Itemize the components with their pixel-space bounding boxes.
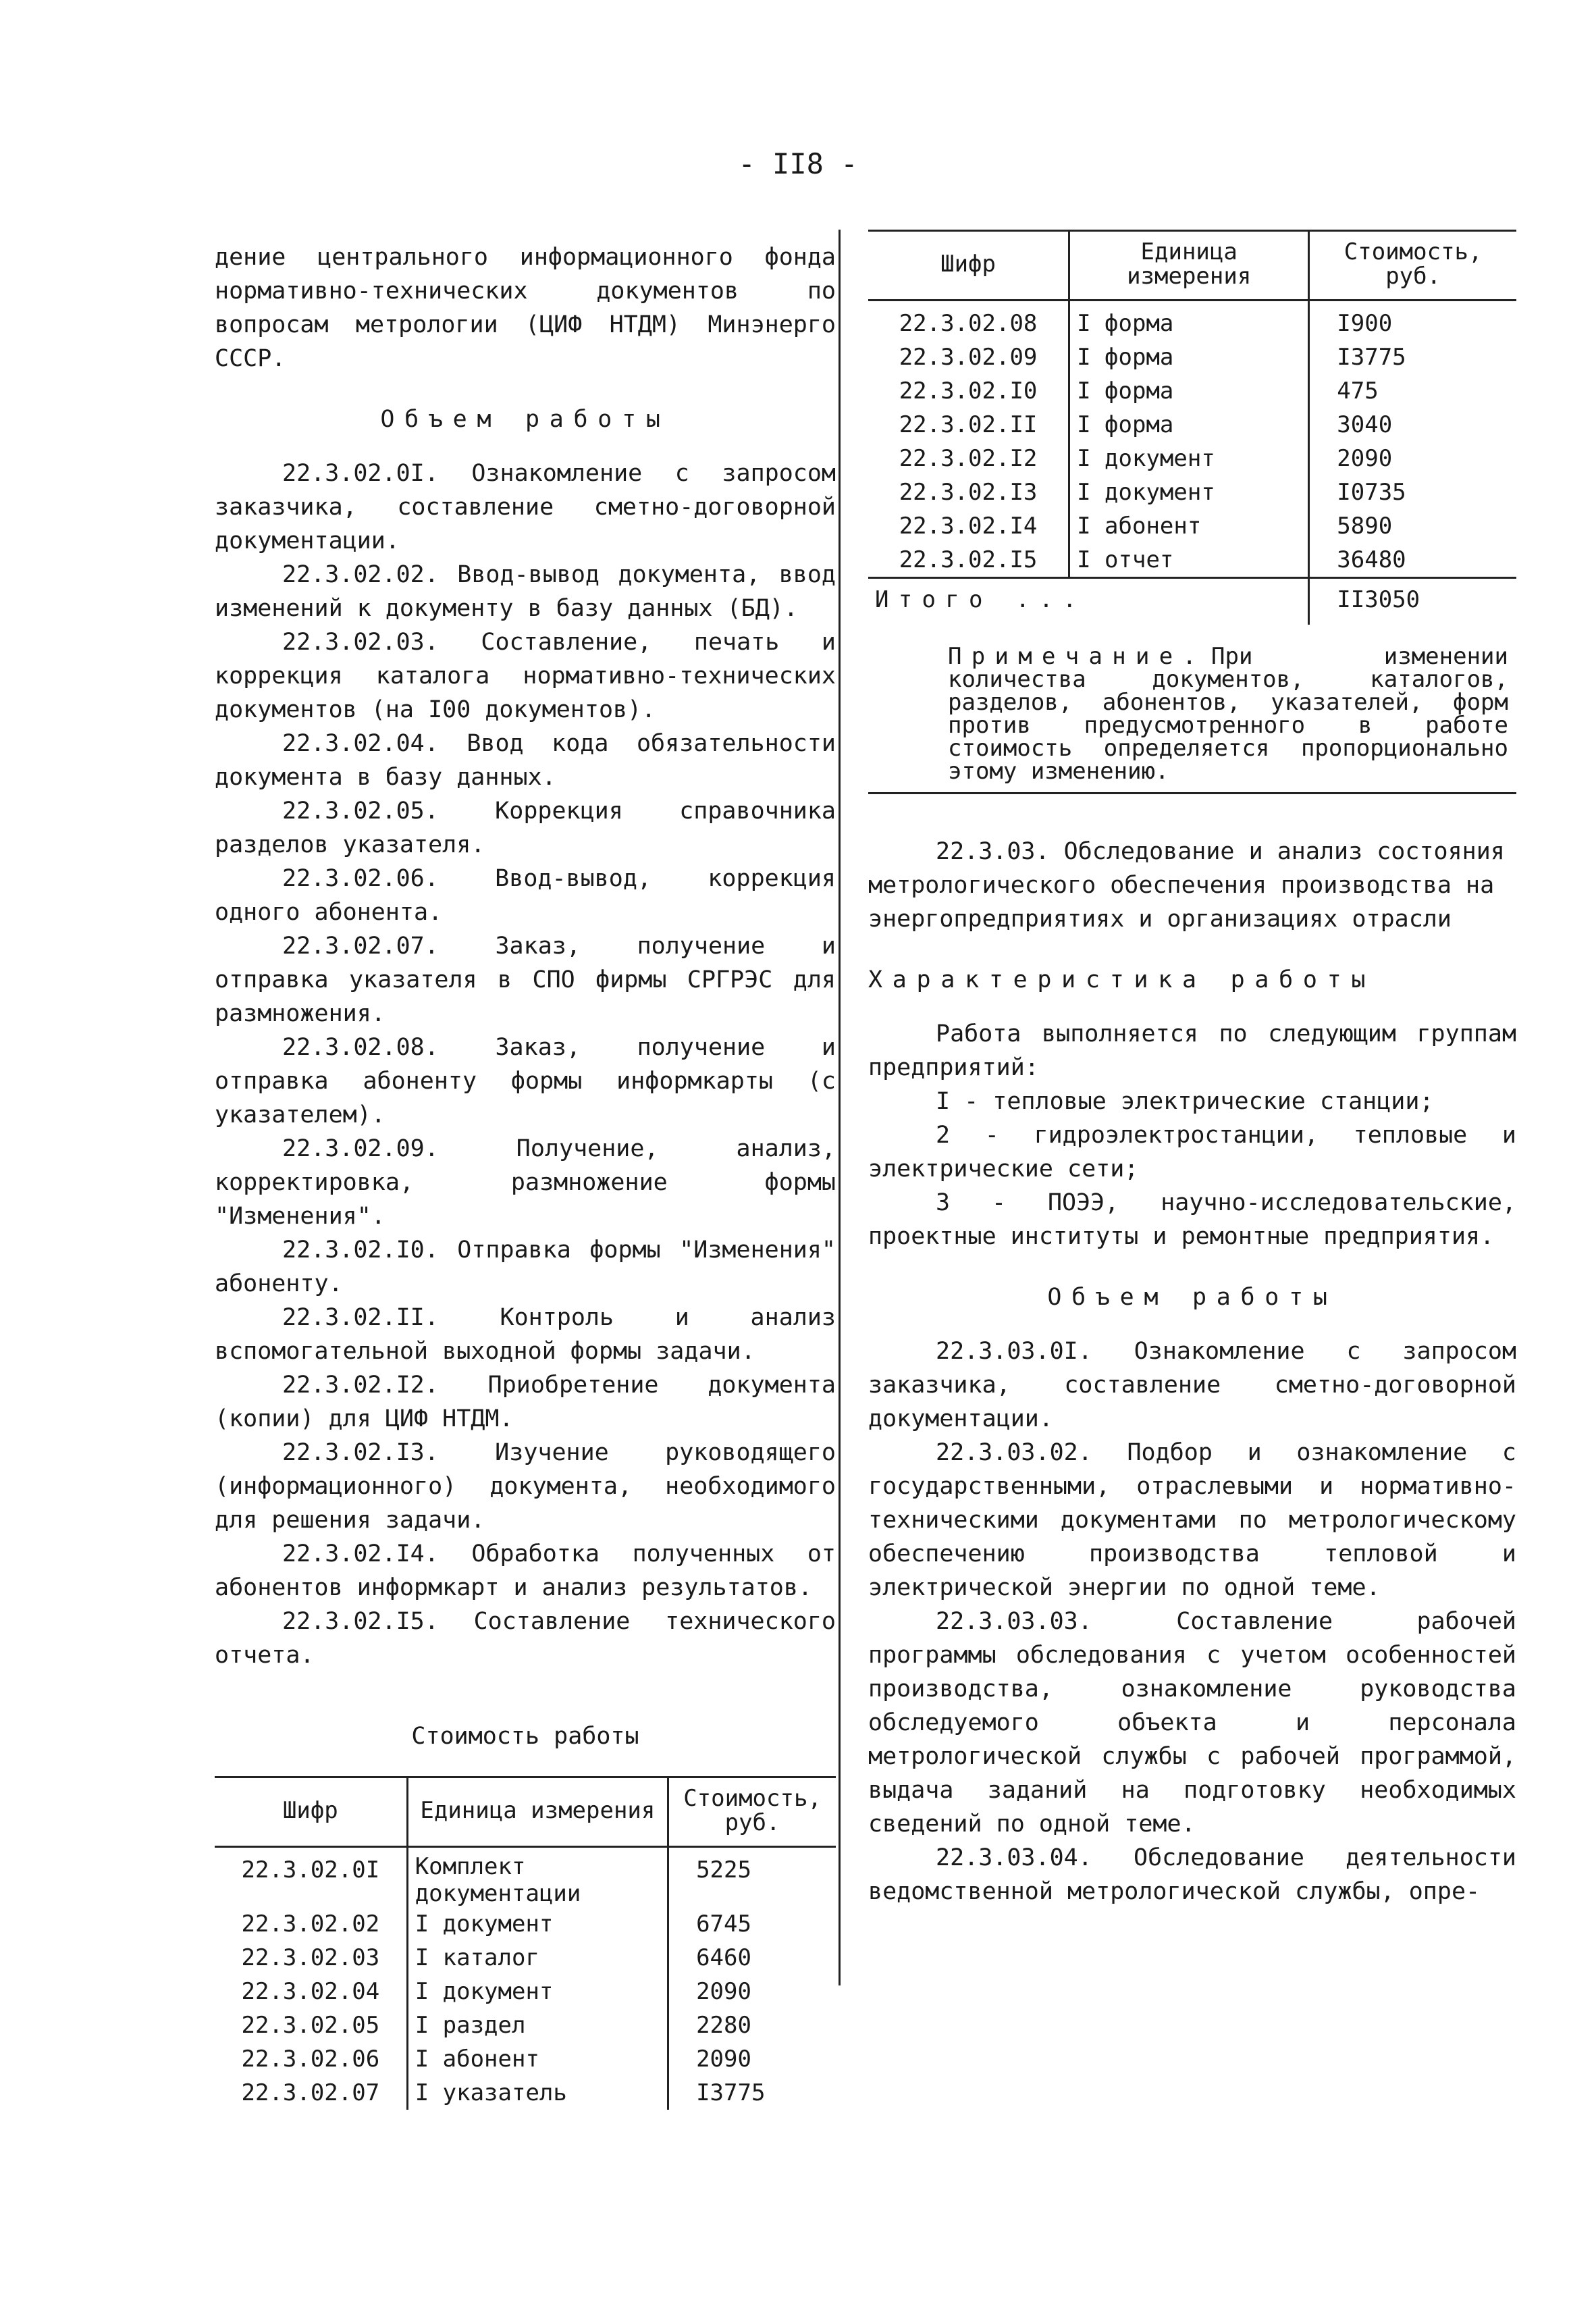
- row-code: 22.3.02.I5: [899, 546, 1038, 573]
- row-unit: I форма: [1069, 374, 1309, 408]
- column-divider: [839, 230, 841, 1985]
- row-code: 22.3.02.03: [241, 1944, 380, 1971]
- work-item: 22.3.02.06. Ввод-вывод, коррекция одного абонента.: [215, 865, 836, 926]
- work-item: 22.3.02.I3. Изучение руководящего (информационного) документа, необходимого для решения задачи.: [215, 1439, 836, 1534]
- row-cost: 2090: [668, 1975, 836, 2008]
- row-code: 22.3.02.I4: [899, 513, 1038, 540]
- row-unit: I отчет: [1069, 543, 1309, 578]
- table-row: [868, 374, 1516, 408]
- row-unit: I документ: [407, 1975, 668, 2008]
- row-code: 22.3.02.I0: [899, 378, 1038, 405]
- row-cost: I0735: [1309, 475, 1516, 509]
- work-item: 22.3.03.02. Подбор и ознакомление с государственными, отраслевыми и нормативно-техническими документами по метрологическому обеспечению производства тепловой и электрической энергии по одной теме.: [868, 1439, 1516, 1601]
- table-row: [868, 301, 1516, 341]
- characteristic-intro: Работа выполняется по следующим группам предприятий:: [868, 1020, 1516, 1081]
- row-unit: I указатель: [407, 2076, 668, 2110]
- work-item: 22.3.02.II. Контроль и анализ вспомогательной выходной формы задачи.: [215, 1304, 836, 1365]
- header-unit: Единица измерения: [1069, 231, 1309, 301]
- row-unit: I форма: [1069, 340, 1309, 374]
- page-number: - II8 -: [738, 147, 858, 180]
- row-unit: I форма: [1069, 408, 1309, 442]
- section-title: 22.3.03. Обследование и анализ состояния метрологического обеспечения производства на энергопредприятиях и организациях отрасли: [868, 838, 1505, 933]
- work-item: 22.3.02.04. Ввод кода обязательности документа в базу данных.: [215, 730, 836, 791]
- table-row: [215, 1941, 836, 1975]
- note-text: При изменении количества документов, каталогов, разделов, абонентов, указателей, форм против предусмотренного в работе стоимость определяется пропорционально этому изменению.: [948, 643, 1508, 785]
- row-code: 22.3.02.05: [241, 2012, 380, 2039]
- table-header-row: [215, 1777, 836, 1847]
- row-code: 22.3.02.02: [241, 1911, 380, 1938]
- row-code: 22.3.02.II: [899, 411, 1038, 438]
- row-unit: Комплект документации: [407, 1847, 668, 1908]
- row-cost: I3775: [668, 2076, 836, 2110]
- work-item: 22.3.02.02. Ввод-вывод документа, ввод изменений к документу в базу данных (БД).: [215, 561, 836, 622]
- group-item: 2 - гидроэлектростанции, тепловые и электрические сети;: [868, 1122, 1516, 1183]
- row-cost: 475: [1309, 374, 1516, 408]
- row-cost: 2090: [668, 2042, 836, 2076]
- group-item: I - тепловые электрические станции;: [936, 1088, 1434, 1115]
- row-cost: 36480: [1309, 543, 1516, 578]
- cost-table: [215, 1776, 836, 2110]
- table-row: [868, 442, 1516, 475]
- work-item: 22.3.02.I2. Приобретение документа (копии) для ЦИФ НТДМ.: [215, 1372, 836, 1432]
- work-item: 22.3.03.0I. Ознакомление с запросом заказчика, составление сметно-договорной документации.: [868, 1338, 1516, 1432]
- header-cost: Стоимость, руб.: [668, 1777, 836, 1847]
- characteristic-heading: Характеристика работы: [868, 966, 1376, 993]
- header-cost: Стоимость, руб.: [1309, 231, 1516, 301]
- cost-table-title: Стоимость работы: [411, 1723, 639, 1750]
- table-row: [868, 475, 1516, 509]
- table-row: [868, 408, 1516, 442]
- row-code: 22.3.02.09: [899, 344, 1038, 371]
- work-items-list: [215, 457, 836, 1672]
- row-unit: I абонент: [407, 2042, 668, 2076]
- table-row: [215, 1907, 836, 1941]
- table-row: [215, 2008, 836, 2042]
- work-item: 22.3.03.03. Составление рабочей программы обследования с учетом особенностей производства, ознакомление руководства обследуемого объекта и персонала метрологической службы с рабочей программой, выдача заданий на подготовку необходимых сведений по одной теме.: [868, 1608, 1516, 1838]
- work-item: 22.3.02.05. Коррекция справочника разделов указателя.: [215, 798, 836, 858]
- row-cost: 6460: [668, 1941, 836, 1975]
- row-unit: I каталог: [407, 1941, 668, 1975]
- total-value: II3050: [1309, 578, 1516, 625]
- header-code: Шифр: [868, 231, 1069, 301]
- work-item: 22.3.02.0I. Ознакомление с запросом заказчика, составление сметно-договорной документации.: [215, 460, 836, 554]
- work-item: 22.3.02.03. Составление, печать и коррекция каталога нормативно-технических документов (на I00 документов).: [215, 629, 836, 723]
- work-item: 22.3.02.07. Заказ, получение и отправка указателя в СПО фирмы СРГРЭС для размножения.: [215, 933, 836, 1027]
- row-cost: 2280: [668, 2008, 836, 2042]
- header-code: Шифр: [215, 1777, 407, 1847]
- volume-heading: Объем работы: [380, 406, 670, 433]
- row-cost: 6745: [668, 1907, 836, 1941]
- group-item: 3 - ПОЭЭ, научно-исследовательские, проектные институты и ремонтные предприятия.: [868, 1189, 1516, 1250]
- total-label: Итого ...: [868, 578, 1309, 625]
- table-row: [215, 2076, 836, 2110]
- cost-table-continued: [868, 230, 1516, 625]
- volume-heading-right: Объем работы: [1047, 1284, 1337, 1311]
- row-code: 22.3.02.I3: [899, 479, 1038, 506]
- work-item: 22.3.03.04. Обследование деятельности ведомственной метрологической службы, опре-: [868, 1844, 1516, 1905]
- row-code: 22.3.02.04: [241, 1978, 380, 2005]
- table-row: [868, 340, 1516, 374]
- row-unit: I документ: [1069, 475, 1309, 509]
- row-cost: 5890: [1309, 509, 1516, 543]
- row-cost: I3775: [1309, 340, 1516, 374]
- table-row: [215, 1975, 836, 2008]
- row-cost: 3040: [1309, 408, 1516, 442]
- row-cost: 5225: [668, 1847, 836, 1908]
- table-total-row: [868, 578, 1516, 625]
- row-cost: 2090: [1309, 442, 1516, 475]
- row-code: 22.3.02.I2: [899, 445, 1038, 472]
- header-unit: Единица измерения: [407, 1777, 668, 1847]
- table-row: [868, 509, 1516, 543]
- row-code: 22.3.02.0I: [241, 1856, 380, 1883]
- work-item: 22.3.02.I5. Составление технического отчета.: [215, 1608, 836, 1669]
- table-header-row: [868, 231, 1516, 301]
- work-item: 22.3.02.09. Получение, анализ, корректировка, размножение формы "Изменения".: [215, 1135, 836, 1230]
- right-column: [868, 230, 1516, 1908]
- row-unit: I форма: [1069, 301, 1309, 341]
- intro-paragraph: дение центрального информационного фонда нормативно-технических документов по вопросам метрологии (ЦИФ НТДМ) Минэнерго СССР.: [215, 244, 836, 372]
- table-row: [215, 2042, 836, 2076]
- note-label: Примечание.: [948, 643, 1206, 670]
- note-block: [868, 645, 1516, 794]
- row-code: 22.3.02.08: [899, 310, 1038, 337]
- row-code: 22.3.02.07: [241, 2079, 380, 2106]
- work-item: 22.3.02.I0. Отправка формы "Изменения" абоненту.: [215, 1237, 836, 1297]
- row-code: 22.3.02.06: [241, 2046, 380, 2073]
- row-cost: I900: [1309, 301, 1516, 341]
- row-unit: I документ: [407, 1907, 668, 1941]
- row-unit: I абонент: [1069, 509, 1309, 543]
- row-unit: I раздел: [407, 2008, 668, 2042]
- table-row: [868, 543, 1516, 578]
- row-unit: I документ: [1069, 442, 1309, 475]
- left-column: [215, 240, 836, 2110]
- work-item: 22.3.02.I4. Обработка полученных от абонентов информкарт и анализ результатов.: [215, 1540, 836, 1601]
- table-row: [215, 1847, 836, 1908]
- work-item: 22.3.02.08. Заказ, получение и отправка абоненту формы информкарты (с указателем).: [215, 1034, 836, 1128]
